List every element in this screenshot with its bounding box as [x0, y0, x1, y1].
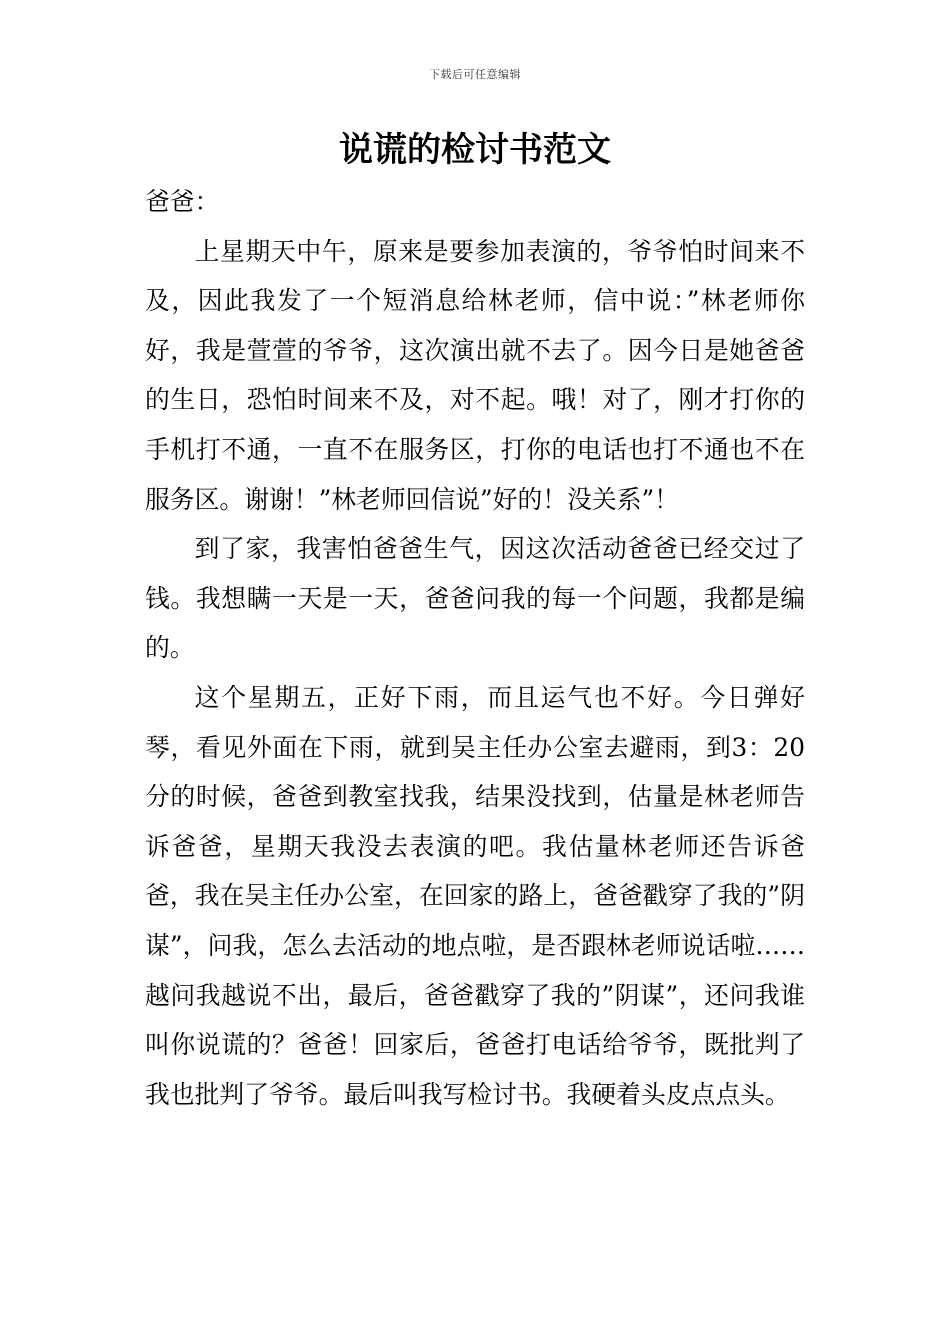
salutation: 爸爸：: [145, 187, 220, 216]
paragraph-2: 到了家，我害怕爸爸生气，因这次活动爸爸已经交过了钱。我想瞒一天是一天，爸爸问我的每一个问题，我都是编的。: [145, 534, 805, 663]
paragraph-3: 这个星期五，正好下雨，而且运气也不好。今日弹好琴，看见外面在下雨，就到吴主任办公室去避雨，到3：20分的时候，爸爸到教室找我，结果没找到，估量是林老师告诉爸爸，星期天我没去表演的吧。我估量林老师还告诉爸爸，我在吴主任办公室，在回家的路上，爸爸戳穿了我的”阴谋”，问我，怎么去活动的地点啦，是否跟林老师说话啦……越问我越说不出，最后，爸爸戳穿了我的”阴谋”，还问我谁叫你说谎的？爸爸！回家后，爸爸打电话给爷爷，既批判了我也批判了爷爷。最后叫我写检讨书。我硬着头皮点点头。: [145, 682, 805, 1109]
document-body: [145, 177, 805, 1119]
document-title: 说谎的检讨书范文: [339, 130, 611, 170]
header-note: 下载后可任意编辑: [429, 68, 521, 81]
paragraph-1: 上星期天中午，原来是要参加表演的，爷爷怕时间来不及，因此我发了一个短消息给林老师，信中说：”林老师你好，我是萱萱的爷爷，这次演出就不去了。因今日是她爸爸的生日，恐怕时间来不及，对不起。哦！对了，刚才打你的手机打不通，一直不在服务区，打你的电话也打不通也不在服务区。谢谢！”林老师回信说”好的！没关系”！: [145, 236, 805, 514]
